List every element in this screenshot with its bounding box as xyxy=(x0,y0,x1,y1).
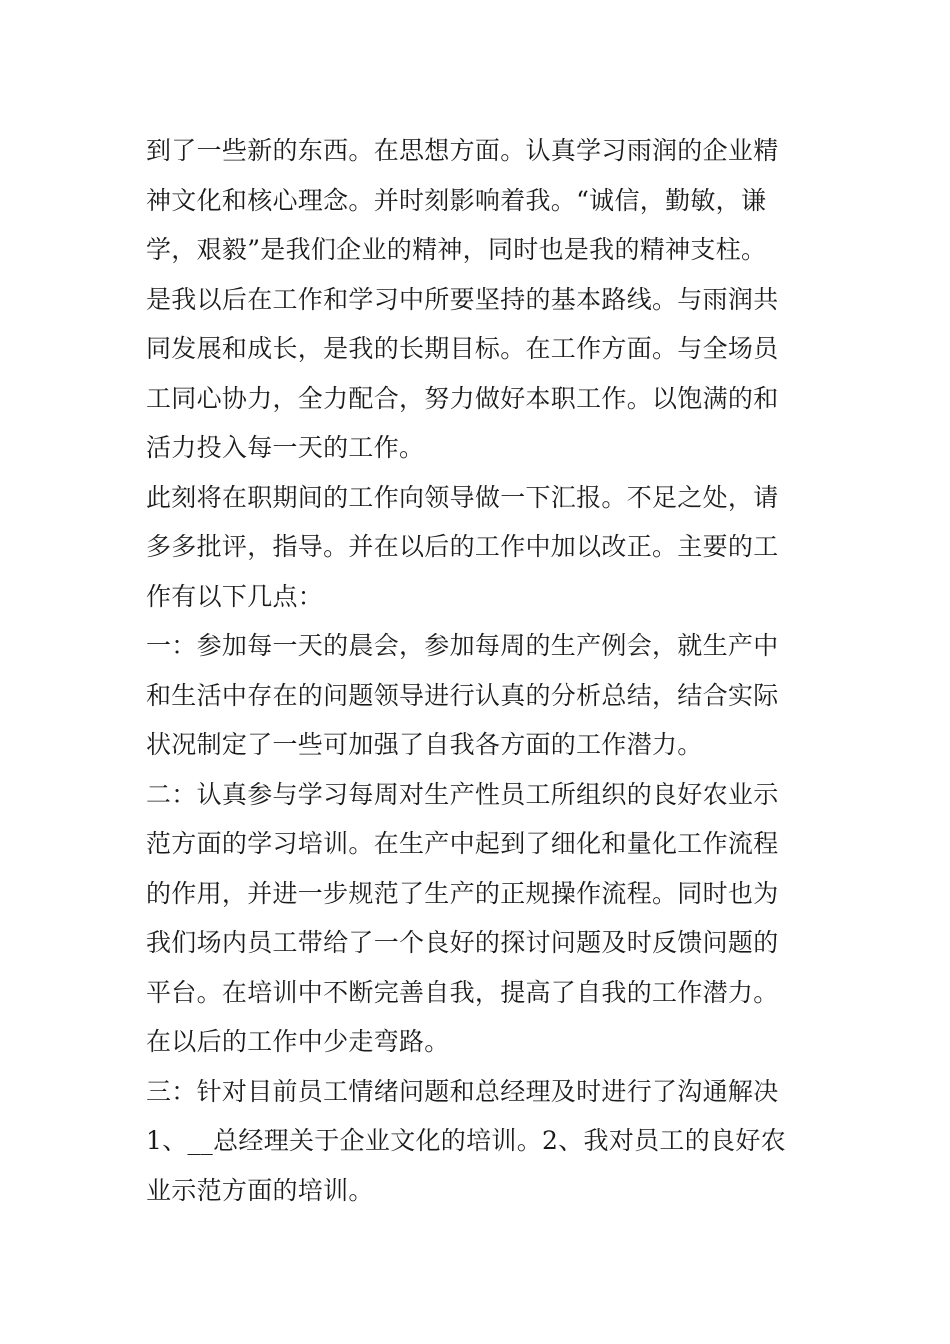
text-line: 二：认真参与学习每周对生产性员工所组织的良好农业示 xyxy=(146,779,779,809)
text-line: 学，艰毅”是我们企业的精神，同时也是我的精神支柱。 xyxy=(146,235,767,264)
text-line: 到了一些新的东西。在思想方面。认真学习雨润的企业精 xyxy=(146,136,779,165)
text-line: 同发展和成长，是我的长期目标。在工作方面。与全场员 xyxy=(146,334,779,363)
text-line: 多多批评，指导。并在以后的工作中加以改正。主要的工 xyxy=(146,532,779,561)
text-line: 作有以下几点： xyxy=(146,581,324,611)
document-body xyxy=(146,126,811,1215)
text-line: 1、__总经理关于企业文化的培训。2、我对员工的良好农 xyxy=(146,1126,786,1155)
text-line: 我们场内员工带给了一个良好的探讨问题及时反馈问题的 xyxy=(146,928,779,957)
text-line: 范方面的学习培训。在生产中起到了细化和量化工作流程 xyxy=(146,829,779,858)
text-line: 是我以后在工作和学习中所要坚持的基本路线。与雨润共 xyxy=(146,284,779,314)
text-line: 状况制定了一些可加强了自我各方面的工作潜力。 xyxy=(146,730,703,759)
text-line: 的作用，并进一步规范了生产的正规操作流程。同时也为 xyxy=(146,878,779,908)
text-line: 工同心协力，全力配合，努力做好本职工作。以饱满的和 xyxy=(146,383,779,413)
text-line: 神文化和核心理念。并时刻影响着我。“诚信，勤敏，谦 xyxy=(146,185,767,215)
text-line: 三：针对目前员工情绪问题和总经理及时进行了沟通解决 xyxy=(146,1076,779,1106)
text-line: 在以后的工作中少走弯路。 xyxy=(146,1027,450,1056)
text-line: 此刻将在职期间的工作向领导做一下汇报。不足之处，请 xyxy=(146,482,779,512)
text-line: 一：参加每一天的晨会，参加每周的生产例会，就生产中 xyxy=(146,631,779,660)
text-line: 和生活中存在的问题领导进行认真的分析总结，结合实际 xyxy=(146,680,779,710)
text-line: 平台。在培训中不断完善自我，提高了自我的工作潜力。 xyxy=(146,977,779,1007)
text-line: 活力投入每一天的工作。 xyxy=(146,433,425,462)
text-line: 业示范方面的培训。 xyxy=(146,1175,374,1205)
